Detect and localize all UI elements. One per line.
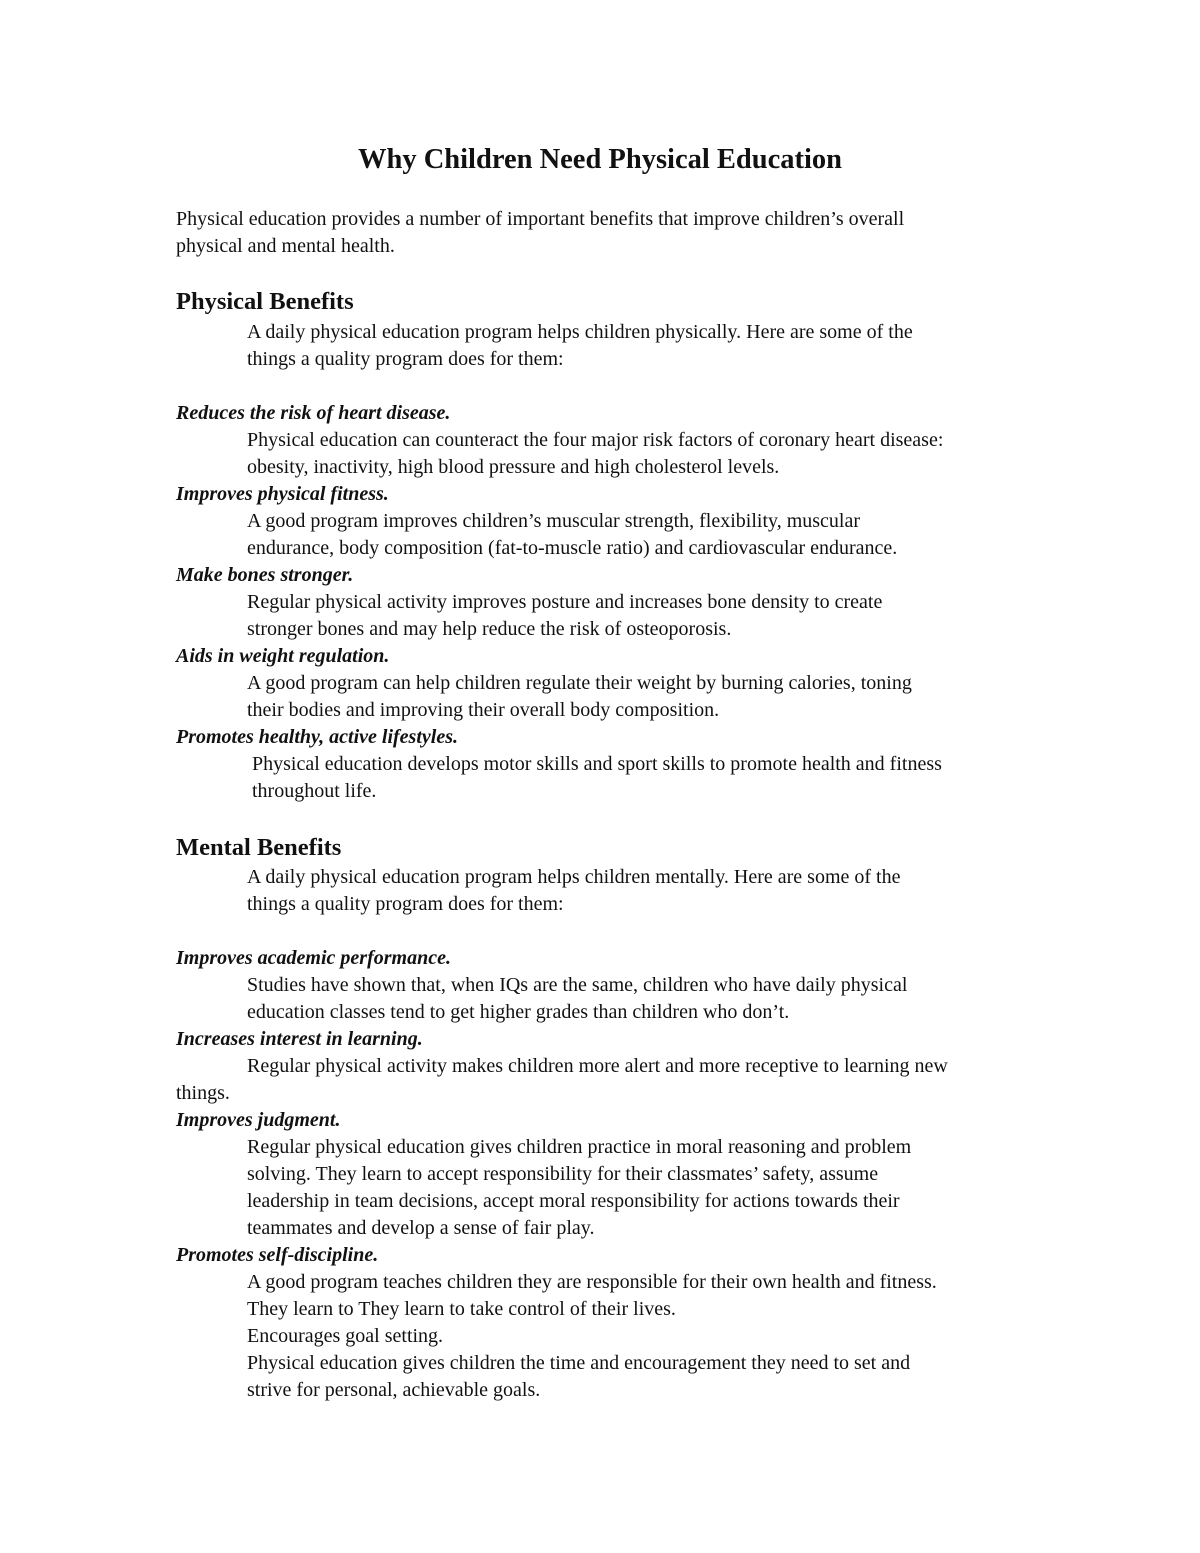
paragraph-line: Regular physical education gives children practice in moral reasoning and problem: [247, 1136, 912, 1158]
benefit-title-judgment: Improves judgment.: [176, 1109, 341, 1131]
benefit-text-self-discipline: [247, 1269, 1037, 1404]
paragraph-line: A daily physical education program helps children physically. Here are some of the: [247, 321, 913, 343]
paragraph-line: endurance, body composition (fat-to-muscle ratio) and cardiovascular endurance.: [247, 537, 898, 559]
intro-line: Physical education provides a number of important benefits that improve children’s overall: [176, 208, 905, 230]
benefit-text-learning: [176, 1053, 1036, 1107]
paragraph-line: Regular physical activity improves posture and increases bone density to create: [247, 591, 883, 613]
benefit-text-physical-fitness: [247, 508, 1037, 562]
paragraph-line: solving. They learn to accept responsibility for their classmates’ safety, assume: [247, 1163, 879, 1185]
paragraph-line: Physical education gives children the time and encouragement they need to set and: [247, 1352, 911, 1374]
mental-benefits-heading: Mental Benefits: [176, 834, 342, 861]
paragraph-line: teammates and develop a sense of fair play.: [247, 1217, 595, 1239]
paragraph-line: Regular physical activity makes children more alert and more receptive to learning new: [247, 1055, 948, 1077]
benefit-title-physical-fitness: Improves physical fitness.: [176, 483, 389, 505]
physical-benefits-heading: Physical Benefits: [176, 288, 354, 315]
physical-benefits-intro: [247, 319, 1037, 373]
paragraph-line: things a quality program does for them:: [247, 893, 564, 915]
intro-line: physical and mental health.: [176, 235, 395, 257]
paragraph-line: Physical education can counteract the four major risk factors of coronary heart disease:: [247, 429, 944, 451]
paragraph-line: education classes tend to get higher grades than children who don’t.: [247, 1001, 790, 1023]
benefit-title-academic: Improves academic performance.: [176, 947, 451, 969]
paragraph-line: They learn to They learn to take control of their lives.: [247, 1298, 676, 1320]
benefit-text-judgment: [247, 1134, 1037, 1242]
benefit-title-self-discipline: Promotes self-discipline.: [176, 1244, 379, 1266]
benefit-title-heart-disease: Reduces the risk of heart disease.: [176, 402, 451, 424]
paragraph-line: A good program can help children regulate their weight by burning calories, toning: [247, 672, 912, 694]
mental-benefits-intro: [247, 864, 1037, 918]
paragraph-line: things.: [176, 1082, 230, 1104]
benefit-title-weight: Aids in weight regulation.: [176, 645, 390, 667]
paragraph-line: their bodies and improving their overall body composition.: [247, 699, 720, 721]
intro-paragraph: [176, 206, 1016, 260]
paragraph-line: A good program improves children’s muscular strength, flexibility, muscular: [247, 510, 861, 532]
paragraph-line: A good program teaches children they are responsible for their own health and fitness.: [247, 1271, 937, 1293]
paragraph-line: A daily physical education program helps children mentally. Here are some of the: [247, 866, 901, 888]
benefit-title-lifestyles: Promotes healthy, active lifestyles.: [176, 726, 458, 748]
paragraph-line: leadership in team decisions, accept moral responsibility for actions towards their: [247, 1190, 900, 1212]
benefit-text-weight: [247, 670, 1037, 724]
paragraph-line: things a quality program does for them:: [247, 348, 564, 370]
benefit-text-lifestyles: [252, 751, 1042, 805]
benefit-text-bones: [247, 589, 1037, 643]
paragraph-line: Physical education develops motor skills and sport skills to promote health and fitness: [252, 753, 942, 775]
paragraph-line: throughout life.: [252, 780, 377, 802]
benefit-text-academic: [247, 972, 1037, 1026]
benefit-title-learning: Increases interest in learning.: [176, 1028, 423, 1050]
paragraph-line: Encourages goal setting.: [247, 1325, 444, 1347]
paragraph-line: Studies have shown that, when IQs are the same, children who have daily physical: [247, 974, 908, 996]
paragraph-line: obesity, inactivity, high blood pressure and high cholesterol levels.: [247, 456, 780, 478]
benefit-title-bones: Make bones stronger.: [176, 564, 354, 586]
paragraph-line: stronger bones and may help reduce the risk of osteoporosis.: [247, 618, 732, 640]
benefit-text-heart-disease: [247, 427, 1037, 481]
paragraph-line: strive for personal, achievable goals.: [247, 1379, 541, 1401]
page-title: Why Children Need Physical Education: [357, 144, 843, 175]
